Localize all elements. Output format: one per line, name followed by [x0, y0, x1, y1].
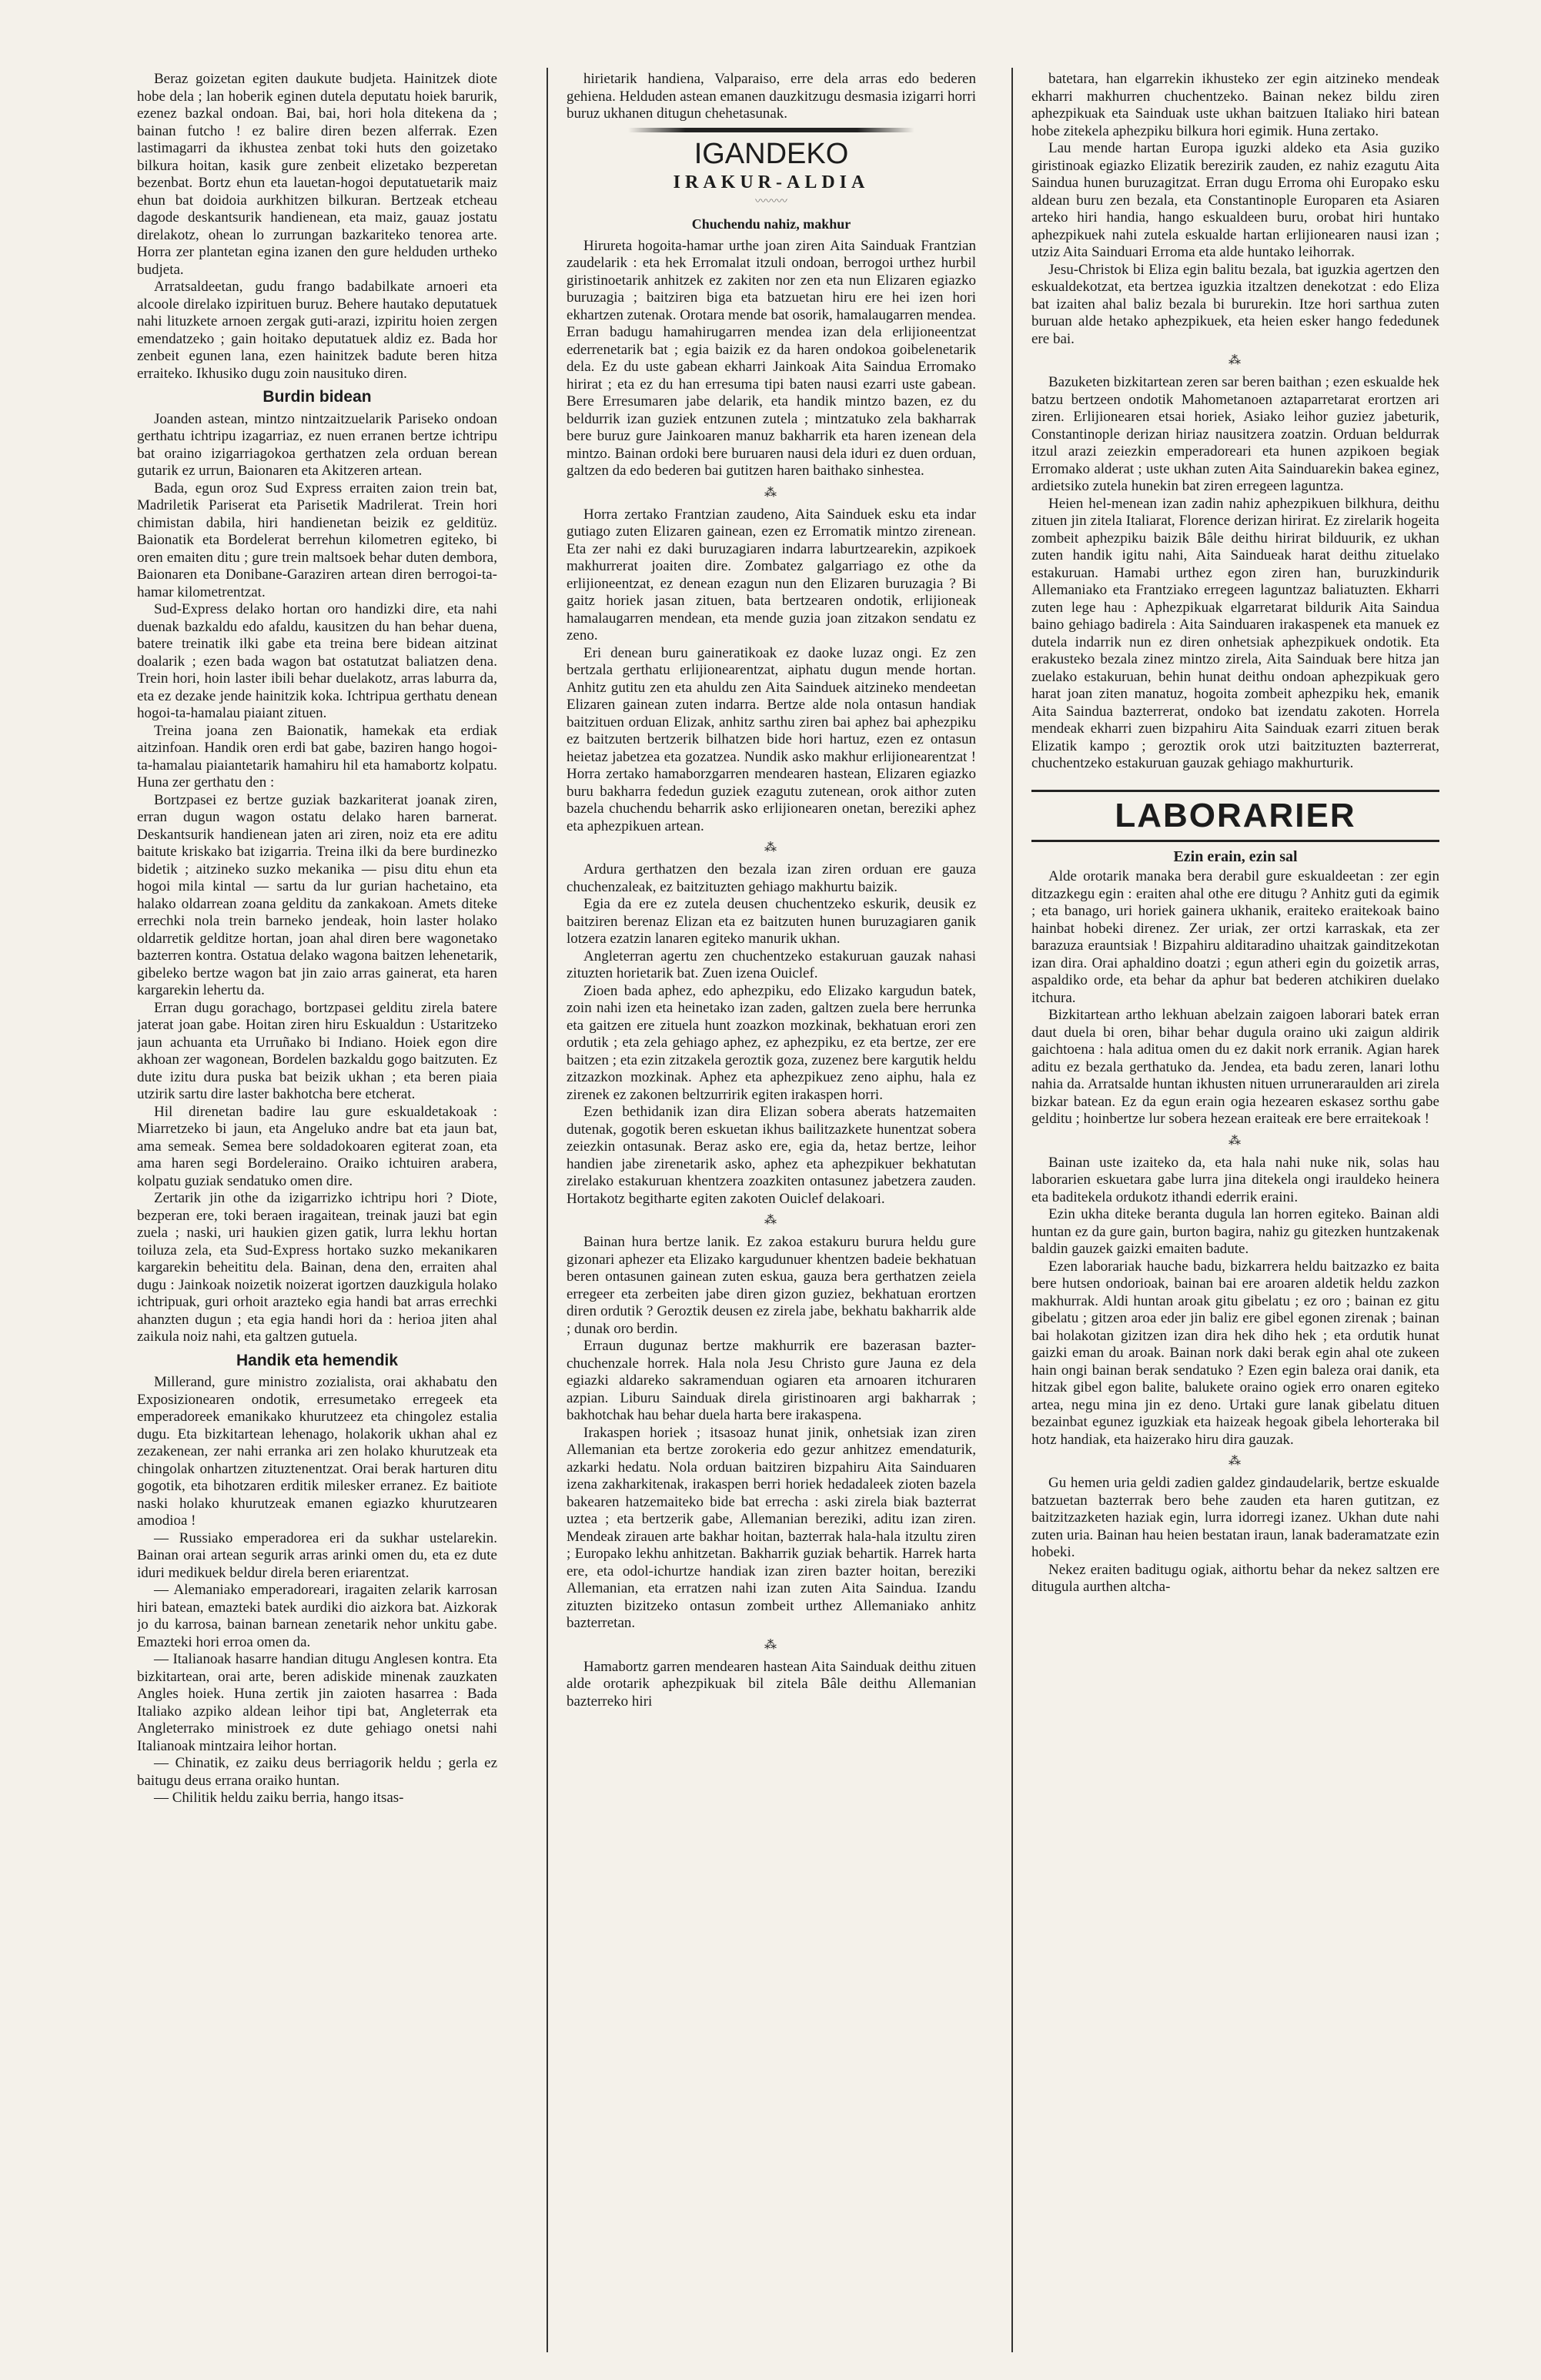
paragraph: Joanden astean, mintzo nintzaitzuelarik Pariseko ondoan gerthatu ichtripu izagarriaz, ez nuen erranen bertze ichtripu bat oraino izigarriagokoa gerthatzen zela orduan berean gutarik ez urrun, Baionaren eta Akitzeren artean.	[137, 410, 497, 479]
paragraph: Treina joana zen Baionatik, hamekak eta erdiak aitzinfoan. Handik oren erdi bat gabe, baziren hango hogoi-ta-hamalau piaiantetarik hamahiru hil eta hamabortz kolpatu. Huna zer gerthatu den :	[137, 722, 497, 791]
asterism-separator: ⁂	[764, 1214, 778, 1227]
paragraph: — Chinatik, ez zaiku deus berriagorik heldu ; gerla ez baitugu deus errana oraiko huntan.	[137, 1755, 497, 1789]
paragraph: Beraz goizetan egiten daukute budjeta. Hainitzek diote hobe dela ; lan hoberik eginen dutela deputatu hoiek barurik, ezenez bazkal ondoan. Bai, bai, hori hola ditekena da ; bainan futcho ! ez balire diren bezen alferrak. Ezen lastimagarri da ikhustea zenbat toki huts den goizetako bilkura hoitan, kasik gure zenbeit elizetako bezperetan bezenbat. Bortz ehun eta lauetan-hogoi deputatuetarik maiz ehun bat doidoia aurkhitzen bilkuran. Bertzeak etcheau dagode deskantsurik handienean, eta maiz, gauaz jostatu direlakotz, ohean lo zurrungan bazkariteko tenorea arte. Horra zer plantetan egina izanen den gure helduden urtheko budjeta.	[137, 71, 497, 278]
section-subtitle: IRAKUR-ALDIA	[673, 172, 870, 192]
section-title: LABORARIER	[1115, 796, 1356, 834]
paragraph: — Russiako emperadorea eri da sukhar ustelarekin. Bainan orai artean segurik arras arinki omen du, eta ez dute iduri medikuek beldur direla beren eriarentzat.	[137, 1529, 497, 1581]
column-3	[1031, 71, 1439, 2349]
paragraph: Hamabortz garren mendearen hastean Aita Sainduak deithu zituen alde orotarik aphezpikuak bil zitela Bâle deithu Allemanian bazterreko hiri	[567, 1658, 976, 1710]
paragraph: Bortzpasei ez bertze guziak bazkariterat joanak ziren, erran dugun wagon ostatu delako haren barnerat. Deskantsurik handienean jaten ari ziren, noiz eta ere aditu baitute kriskako bat izigarria. Treina ilki da bere burdinezko bidetik ; aitzineko suzko mekanika — pisu ditu ehun eta hogoi mila kintal — sartu da lur gurian hachetaino, eta halako oldarrean zoana gelditu da zankakoan. Amets diteke errechki nola trein barneko jendeak, hoin laster holako oldarretik gelditze hortan, joan ahal diren bere wagonetako bazterren kontra. Ostatua delako wagona baitzen lehenetarik, gibeleko bertze wagon bat jin zaio arras gainerat, eta haren kargarekin lehertu da.	[137, 791, 497, 998]
paragraph: Nekez eraiten baditugu ogiak, aithortu behar da nekez saltzen ere ditugula aurthen altcha-	[1031, 1561, 1439, 1595]
paragraph: Zertarik jin othe da izigarrizko ichtripu hori ? Diote, bezperan ere, toki beraen iragaitean, treinak jauzi bat egin zuela ; naski, uri haukien gizen gatik, lurra lekhu hortan toiluza zela, eta Sud-Express hortako suzko mekanikaren kargarekin beheititu dela. Bainan, dena den, erraiten ahal dugu : Jainkoak noizetik noizerat igortzen dauzkigula holako ichtripuak, guri orhoit arazteko egia handi bat arras errechki ahanzten dugun ; eta egia handi hori da : herioa jiten ahal zaikula noiz nahi, eta galtzen gutuela.	[137, 1190, 497, 1345]
wave-ornament: 〰〰〰	[755, 196, 787, 208]
paragraph: — Italianoak hasarre handian ditugu Anglesen kontra. Eta bizkitartean, orai arte, beren adiskide minenak zauzkaten Angles hoiek. Huna zertik jin zaioten hasarrea : Bada Italiako azpiko aldean leihor tipi bat, Angleterrak eta Angleterrako ministroek ez dute gehiago onetsi nahi Italianoak mintzaira leihor hortan.	[137, 1651, 497, 1754]
paragraph: Angleterran agertu zen chuchentzeko estakuruan gauzak nahasi zituzten horietarik bat. Zuen izena Ouiclef.	[567, 948, 976, 981]
paragraph: Ardura gerthatzen den bezala izan ziren orduan ere gauza chuchenzaleak, ez baitzituzten gehiago makhurtu baizik.	[567, 861, 976, 895]
asterism-separator: ⁂	[1228, 1134, 1242, 1148]
paragraph: Bainan hura bertze lanik. Ez zakoa estakuru burura heldu gure gizonari aphezer eta Elizako kargudunuer khentzen badeie bekhatuan beren ontasunen gainean zuten eskua, gauza bera gerthatzen zeiela erregeer eta zerbeiten jabe diren gizon guziez, bekhatuan erortzen diren ordutik ? Geroztik deusen ez zirela jabe, bekhatu bakharrik alde ; dunak oro berdin.	[567, 1234, 976, 1337]
section-heading: Handik eta hemendik	[236, 1351, 399, 1369]
paragraph: Jesu-Christok bi Eliza egin balitu bezala, bat iguzkia agertzen den eskualdekotzat, eta bertzea iguzkia itzaltzen denekotzat : edo Eliza bat izaiten ahal baliz bezala bi bururekin. Itze hori sarthua zuten buruan alde hetako aphezpikuek, eta heien esker hango fededunek ere bai.	[1031, 261, 1439, 347]
paragraph: Hil direnetan badire lau gure eskualdetakoak : Miarretzeko bi jaun, eta Angeluko andre bat eta jaun bat, ama semeak. Semea bere soldadokoaren egiterat zoan, eta ama haren segi Bordeleraino. Oraiko ichtuiren araberа, kolpatu guziak sendatuko omen dire.	[137, 1103, 497, 1189]
column-divider	[1011, 68, 1013, 2352]
paragraph: Erraun dugunaz bertze makhurrik ere bazerasan bazter-chuchenzale horrek. Hala nola Jesu Christo gure Jauna ez dela egiazki aldareko sakramenduan ogiaren eta arnoaren itchuraren azpian. Liburu Sainduak direla giristinoaren argi bakharrak ; bakhotchak hau behar duela harta bere irakaspena.	[567, 1338, 976, 1423]
paragraph: Irakaspen horiek ; itsasoaz hunat jinik, onhetsiak izan ziren Allemanian eta bertze zorokeria edo gezur anhitzez emendaturik, azkarki hedatu. Nola orduan baitziren bizpahiru Aita Sainduaren izena zakharkitenak, irakaspen berri horiek hedadaleek zioten bazela bakearen hatzemaiteko bide bat errecha : aski zirela biak bazterrat uztea ; eta bertzerik gabe, Allemanian bereziki, aditu izan ziren. Mendeak zirauen arte bakhar hoitan, bazterrak hala-hala itzultu ziren ; Europako lekhu anhitzetan. Bakharrik guziak behartik. Harrek harta ere, eta odol-ichurtze handiak izan ziren bazter hoitan, bereziki Allemanian, eta erratzen nahi izan zuten Aita Saindua. Izandu zituzten bizitzeko ontasun zombeit urthez Allemaniako anhitz bazterretan.	[567, 1424, 976, 1631]
article-heading: Ezin erain, ezin sal	[1173, 847, 1298, 865]
section-title: IGANDEKO	[694, 137, 849, 170]
paragraph: — Alemaniako emperadoreari, iragaiten zelarik karrosan hiri batean, emazteki batek aurdiki dio aizkora bat. Aizkorak jo du karrosa, bainan barnean zenetarik nehor unkitu gabe. Emazteki hori erroa omen da.	[137, 1582, 497, 1650]
column-2	[567, 71, 976, 2349]
section-banner	[1031, 790, 1439, 842]
paragraph: Ezen laborariak hauche badu, bizkarrera heldu baitzazko ez baita bere hutsen ondorioak, bainan bai ere aroaren aldetik heldu zazkon makhurrak. Aldi huntan aroak gitu gibelatu ; ez oro ; bainan ez gitu gibelatu ; gitzen aroa eder jin baliz ere gibel egonen zirenak ; bainan bai holakotan gizitzen izan dira hek diho hek ; eta ordutik hunat gaizki eman du aroak. Bainan nork daki berak egin ahal ote zukeen hain ongi bainan berak sendatuko ? Ezen egin baleza orai danik, eta hitzak gibel egon balite, balukete oraino ogiek erro onaren egiteko artea, negu mina jin ez deno. Urtaki gure lanak gibelatu dituen bezainbat egunez iguzkiak eta haizeak hegoak gibela lehorteraka bil hotz handiak, eta haizerako hiru dira gauzak.	[1031, 1258, 1439, 1448]
asterism-separator: ⁂	[764, 1638, 778, 1652]
ornamental-rule	[628, 128, 914, 132]
paragraph: Gu hemen uria geldi zadien galdez gindaudelarik, bertze eskualde batzuetan bazterrak bero behe zauden eta haren gutitzan, ez baitzitzazketen haziak egin, lurra idorregi izanez. Ukhan dute nahi zuten uria. Bainan hau heien bestatan iraun, lanak baderamatzate ezin hobeki.	[1031, 1475, 1439, 1560]
paragraph: hirietarik handiena, Valparaiso, erre dela arras edo bederen gehiena. Helduden astean emanen dauzkitzugu desmasia izigarri horri buruz ukhanen ditugun chehetasunak.	[567, 71, 976, 122]
column-1	[137, 71, 497, 2349]
paragraph: Sud-Express delako hortan oro handizki dire, eta nahi duenak bazkaldu edo afaldu, kausitzen du han behar duena, batere treinatik ilki gabe eta treina bere bidean aitzinat doalarik ; ezen bada wagon bat ostatutzat baliatzen dena. Trein hori, hoin laster ibili behar duelakotz, arras laburra da, eta ez dezake jende hainitzik koka. Ichtripua gerthatu denean hogoi-ta-hamalau piaiant zituen.	[137, 601, 497, 721]
column-divider	[547, 68, 548, 2352]
paragraph: batetara, han elgarrekin ikhusteko zer egin aitzineko mendeak ekharri makhurren chuchentzeko. Bainan nekez bildu ziren aphezpikuak eta Sainduak uste ukhan baitzuen Italiako hiri batean hobe zitekela aphezpiku bilkura hori egimik. Huna zertako.	[1031, 71, 1439, 139]
paragraph: Bainan uste izaiteko da, eta hala nahi nuke nik, solas hau laborarien eskuetara gabe lurra jina ditekela ongi irauldeko heinera eta baditekela ordukotz ithandi ederrik eraini.	[1031, 1154, 1439, 1205]
paragraph: Horra zertako Frantzian zaudeno, Aita Sainduek esku eta indar gutiago zuten Elizaren gainean, ezen ez Erromatik mintzo zirenean. Eta zer nahi ez daki buruzagiaren indarra laburtzearekin, azpikoek makhurrerat joaiten dire. Zombatez galgarriago ez othe da erlijioneentzat, ez denean ezagun nun den Elizaren buruzagia ? Bi gaitz horiek jasan zituen, bata bertzearen ondotik, erlijioneak hamalaugarren mendean, eta mende guzia joan zitzakon sendatu ez zeno.	[567, 506, 976, 643]
paragraph: Eri denean buru gaineratikoak ez daoke luzaz ongi. Ez zen bertzala gerthatu erlijionearentzat, aiphatu dugun mende hortan. Anhitz gutitu zen eta ahuldu zen Aita Sainduek aitzineko mendeetan Elizaren gainean zuten indarra. Bertze alde nola ontasun handiak baitzituen orduan Elizak, anhitz sarthu ziren bai aphez bai aphezpiku ez baitzuten bertzerik bilhatzen bide hori hartuz, ezen ez ontasun heietaz jabetzea eta gozatzea. Nundik asko makhur erlijionearentzat ! Horra zertako hamaborzgarren mendearen hastean, Elizaren egiazko buru bakharra fededun guziek ezagutu zutenean, orok aithor zuten bazela chuchendu beharrik asko erlijionearen onetan, bereziki aphez eta aphezpikuen artean.	[567, 644, 976, 834]
paragraph: Zioen bada aphez, edo aphezpiku, edo Elizako kargudun batek, zoin nahi izen eta heinetako izan zaden, galtzen zuela bere herrunka eta gaitzen ere zituela hunt zoazkon mozkinak, bekhatuan erori zen ordutik ; eta zela gehiago aphez, ez aphezpiku, ez eta bertze, zer ere baitzen ; eta ezin zitzakela geroztik goza, zuzenez bere kargutik heldu zitzazkon mozkinak. Aphez eta aphezpikuez zeno aiphu, hala ez zirenek ez zakonen beltzurririk egiten irakaspen horri.	[567, 982, 976, 1103]
section-heading: Burdin bidean	[262, 388, 372, 406]
asterism-separator: ⁂	[1228, 1455, 1242, 1468]
asterism-separator: ⁂	[764, 486, 778, 500]
paragraph: Erran dugu gorachago, bortzpasei gelditu zirela batere jaterat joan gabe. Hoitan ziren hiru Eskualdun : Ustaritzeko jaun achuanta eta Urruñako bi Indiano. Hoiek egon dire akhoan zer wagonean, Bordelen bazkaldu gogo baitzuten. Ez dute izitu dura puska bat beizik ukhan ; eta beren piaia utzirik sartu dire laster bakhotcha bere etcherat.	[137, 999, 497, 1102]
paragraph: Bada, egun oroz Sud Express erraiten zaion trein bat, Madriletik Pariserat eta Parisetik Madrilerat. Trein hori chimistan dabila, hiri handienetan beizik ez gelditüz. Baionatik eta Bordelerat berrehun kilometren egiteko, bi oren emaiten ditu ; gure trein maltsoek behar duten dembora, Baionaren eta Donibane-Garaziren artean diren berrogoi-ta-hamar kilometrentzat.	[137, 480, 497, 600]
asterism-separator: ⁂	[1228, 354, 1242, 367]
paragraph: Millerand, gure ministro zozialista, orai akhabatu den Exposizionearen ondotik, erresumetako erregeek eta emperadoreek emanikako khurutzeez eta chingolez estalia dugu. Eta bizkitartean lehenago, holakorik ukhan ahal ez zezakenean, zer nahi erranka ari zen holako khurutzeak eta chingolak onhartzen zituztenentzat. Orai berak harturen ditu gogotik, eta bihotzaren erditik milesker erranez. Ez baitiote naski holako khurutzeak emanen egiazko khurutzearen amodioa !	[137, 1374, 497, 1529]
paragraph: Bazuketen bizkitartean zeren sar beren baithan ; ezen eskualde hek batzu bertzeen ondotik Mahometanoen aztaparretarat erortzen ari ziren. Erlijionearen etsai horiek, Asiako leihor guziez jabeturik, Constantinople derizan hiriaz nausitzera zoatzin. Orduan beldurrak itzul arazi zeiezkin emperadoreari eta hunen azpikoen begiak Erromako alderat ; uste ukhan zuten Aita Sainduarekin bakea eginez, ardietsiko zutela hunekin bat ziren erregeen laguntza.	[1031, 374, 1439, 494]
paragraph: Ezen bethidanik izan dira Elizan sobera aberats hatzemaiten dutenak, gogotik beren eskuetan ikhus bailitzazkete hunentzat sobera zeiezkin ontasunak. Beraz asko ere, egia da, hetaz bertze, leihor handien jabe zirenetarik asko, aphez eta aphezpikuer bekhatutan zirelako estakuruan khentzera zoazkiten ontasunez jabetzera zauden. Hortakotz begitharte egiten zakoten Ouiclef delakoari.	[567, 1104, 976, 1207]
paragraph: Bizkitartean artho lekhuan abelzain zaigoen laborari batek erran daut duela bi oren, bihar behar dugula oraino uki zaigun aldirik gaichtoena : hala aditua omen du ez dakit nork erranik. Agian harek aditu ez bezala gerthatuko da. Jendea, eta badu zeren, lanari lothu nahia da. Arratsalde huntan ikhusten nituen urruneraraulden ari zirela bizkar batean. Ez da egun erain ogia hezearen eskasez sorthu gabe gelditu ; hoinbertze lur sobera hezean eraiteak ere bere erraitekoak !	[1031, 1007, 1439, 1127]
asterism-separator: ⁂	[764, 841, 778, 854]
paragraph: Arratsaldeetan, gudu frango badabilkate arnoeri eta alcoole direlako izpirituen buruz. Behere hautako deputatuek nahi lituzkete arnoen zergak guti-arazi, izpiritu hoien zergen emendatzeko ; gain hoitako deputatuek aldiz ez. Bada hor zenbeit egunen lana, ezen hainitzek badute beren hitza erraiteko. Ikhusiko dugu zoin nausituko diren.	[137, 279, 497, 382]
paragraph: Hirureta hogoita-hamar urthe joan ziren Aita Sainduak Frantzian zaudelarik : eta hek Erromalat itzuli ondoan, berrogoi urthez hurbil giristinoetarik anhitzek ez zakiten nor zen eta nun Elizaren egiazko buruzagia ; baitziren biga eta batzuetan hiru ere hei izen hori ekhartzen zutenak. Orotara mende bat osorik, hamalaugarren mendea. Erran badugu hamahirugarren mendea izan dela erlijioneentzat ederrenetarik bat ; egia baizik ez da haren ondokoa goibelenetarik dela. Ez du uste gabean ekharri Jainkoak Aita Saindua Erromako hirirat ; eta ez du han erresuma tipi baten nausi ezarri uste gabean. Bere Erresumaren jabe delarik, eta handik mintzo bazen, ez du beldurrik izan guziek entzunen zutela ; mintzatuko zela bakharrak bere buruz gure Jainkoaren manuz bakharrik eta haren izenean dela mintzo. Bainan ordoki bere buruaren nausi dela iduri ez duen orduan, galtzen da edo bederen bai gutitzen haren baithako sinhestea.	[567, 237, 976, 479]
article-heading: Chuchendu nahiz, makhur	[691, 216, 851, 232]
paragraph: Heien hel-menean izan zadin nahiz aphezpikuen bilkhura, deithu zituen jin zitela Italiarat, Florence derizan hirirat. Ez zirelarik hogeita zombeit aphezpiku baizik Bâle deithu hirirat bilduurik, ez ukhan zuten handik igitu nahi, Aita Saindueak harat deithu zituelako estakuruan. Hamabi urthez egon ziren han, buruzkindurik Allemaniako eta Frantziako erregeen laguntzaz baliatuzten. Ekharri zuten lege hau : Aphezpikuak elgarretarat bildurik Aita Saindua baino gehiago badirela : Aita Sainduaren irakaspenek eta manuek ez dutela indarrik nun ez diren onhetsiak aphezpikuek ondotik. Eta erakusteko bezala zinez mintzo zirela, Aita Sainduak bere hitza jan zuelako estakuruan, behin hunat deithu ondoan aphezpikuak gero harat joan ziten manatuz, hogoita zombeit aphezpiku hek, emanik Aita Saindua bazterrerat, ondoko bat izendatu zakoten. Horrela mendeak ekharri zuen bizpahiru Aita Sainduak ezarri zituen berak Elizatik kampo ; geroztik orok utzi baitzituzten bazterrerat, chuchentzeko estakuruan gauzak gehiago makhurturik.	[1031, 495, 1439, 771]
paragraph: — Chilitik heldu zaiku berria, hango itsas-	[154, 1790, 404, 1806]
paragraph: Ezin ukha diteke beranta dugula lan horren egiteko. Bainan aldi huntan ez da gure gain, burton bagira, nahiz gu gitezken huntzakenak baldin gauzek gaizki emaiten badute.	[1031, 1206, 1439, 1257]
paragraph: Lau mende hartan Europa iguzki aldeko eta Asia guziko giristinoak egiazko Elizatik berezirik zauden, ez nahiz ezagutu Aita Saindua hunen buruzagitzat. Erran dugu Erroma ohi Europako esku aldean buru zen bezala, eta Constantinople Europaren eta Asiaren arteko hiri handia, hango eskualdeen buru, orobat hiri huntako aphezpikuek nahi zutela eskualde hartan erlijionearen nausi izan ; utziz Aita Sainduari Erroma eta alde huntako leihorrak.	[1031, 140, 1439, 260]
paragraph: Egia da ere ez zutela deusen chuchentzeko eskurik, deusik ez baitziren berenaz Elizan eta ez baitzuten hunen buruzagiaren ganik lotzera ezatzin lanaren egiteko manurik ukhan.	[567, 896, 976, 947]
paragraph: Alde orotarik manaka bera derabil gure eskualdeetan : zer egin ditzazkegu egin : eraiten ahal othe ere ditugu ? Anhitz guti da egimik ; eta banago, uri horiek gainera ukhanik, eraiteko eraitekoak baino hainbat hobeki direnez. Zer uriak, zer ortzi karraskak, eta zer barazuza erauntsiak ! Bizpahiru alditaradino uhaitzak gainditzekotan izan dira. Orai aphaldino doatzi ; egun atheri egin du goizetik arras, aspaldiko orde, eta behar da aphur bat bederen atchikiren duelako itchura.	[1031, 868, 1439, 1006]
